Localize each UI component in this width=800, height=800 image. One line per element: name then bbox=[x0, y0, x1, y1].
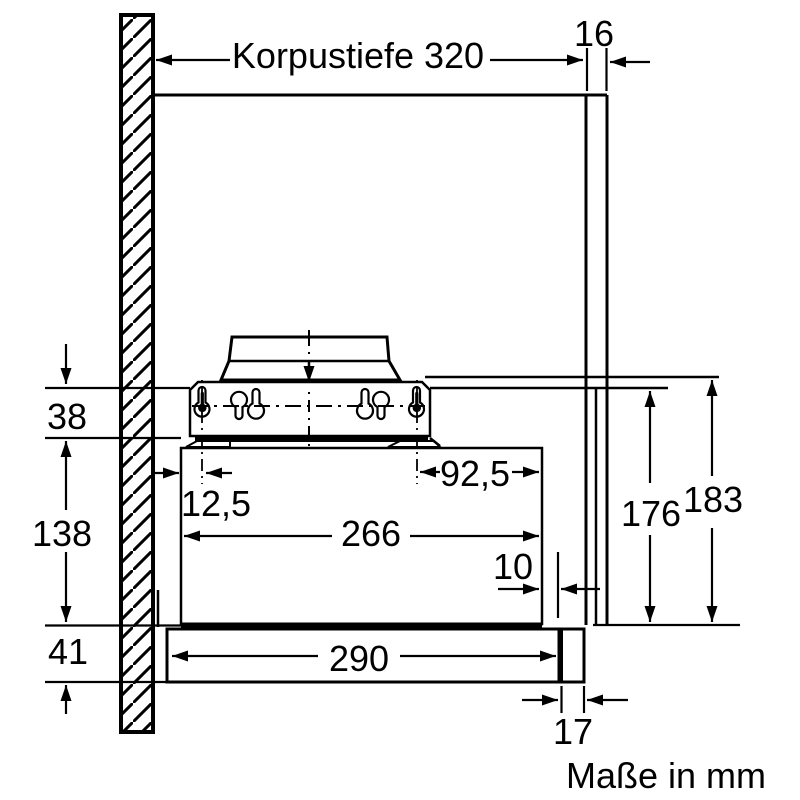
label-92-5: 92,5 bbox=[439, 453, 511, 494]
label-41: 41 bbox=[47, 631, 89, 672]
label-290: 290 bbox=[328, 638, 390, 679]
label-unit-note: Maße in mm bbox=[565, 755, 767, 796]
hood-duct-collar bbox=[221, 337, 400, 380]
label-38: 38 bbox=[46, 396, 88, 437]
label-176: 176 bbox=[620, 493, 682, 534]
label-183: 183 bbox=[682, 479, 744, 520]
label-138: 138 bbox=[31, 513, 93, 554]
label-12-5: 12,5 bbox=[180, 483, 252, 524]
label-17: 17 bbox=[552, 711, 594, 752]
label-16: 16 bbox=[573, 13, 615, 54]
label-10: 10 bbox=[492, 546, 534, 587]
label-266: 266 bbox=[340, 513, 402, 554]
label-korpustiefe: Korpustiefe 320 bbox=[231, 35, 485, 76]
